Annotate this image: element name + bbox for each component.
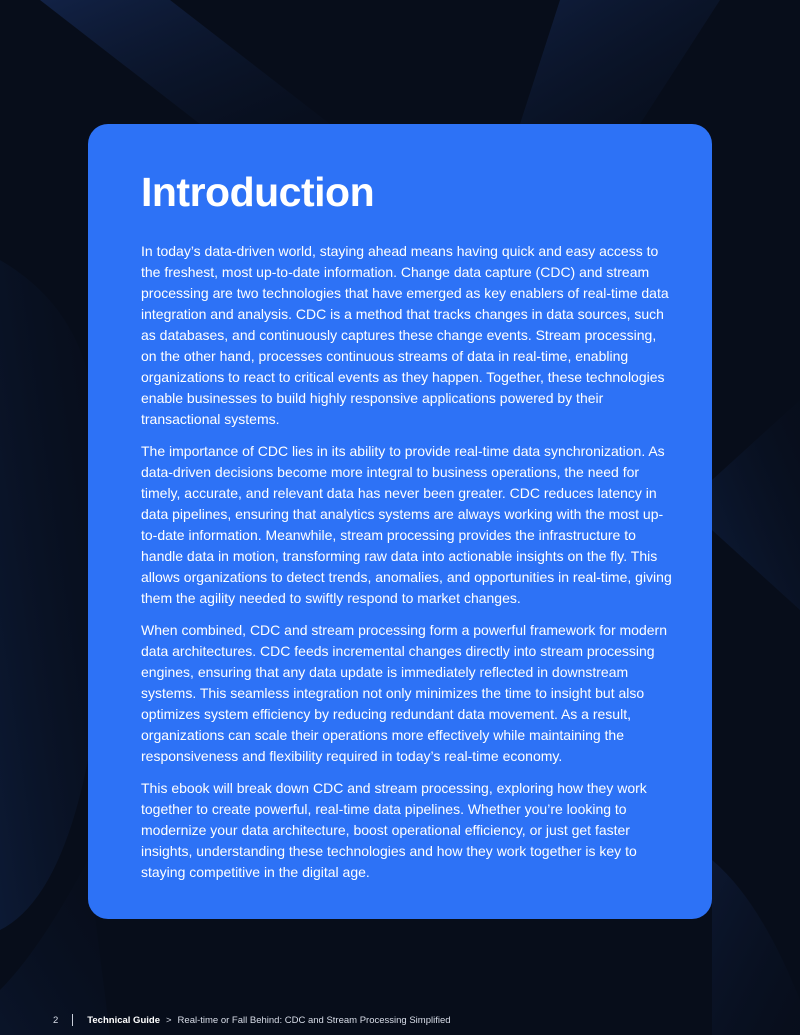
intro-card [88,124,712,919]
document-title: Real-time or Fall Behind: CDC and Stream Processing Simplified [177,1014,451,1026]
page-number: 2 [53,1014,59,1026]
paragraph-4: This ebook will break down CDC and stream processing, exploring how they work together to create powerful, real-time data pipelines. Whether you’re looking to modernize your data architecture, boost operational efficiency, or just get faster insights, understanding these technologies and how they work together is key to staying competitive in the digital age. [141,780,647,880]
page-title: Introduction [141,169,375,215]
paragraph-1: In today’s data-driven world, staying ahead means having quick and easy access to the freshest, most up-to-date information. Change data capture (CDC) and stream processing are two technologies that have emerged as key enablers of real-time data integration and analysis. CDC is a method that tracks changes in data sources, such as databases, and continuously captures these change events. Stream processing, on the other hand, processes continuous streams of data in real-time, enabling organizations to react to critical events as they happen. Together, these technologies enable businesses to build highly responsive applications powered by their transactional systems. [141,243,669,427]
breadcrumb-separator: > [165,1014,172,1026]
guide-label: Technical Guide [87,1014,160,1026]
paragraph-3: When combined, CDC and stream processing form a powerful framework for modern data architectures. CDC feeds incremental changes directly into stream processing engines, ensuring that any data update is immediately reflected in downstream systems. This seamless integration not only minimizes the time to insight but also optimizes system efficiency by reducing redundant data movement. As a result, organizations can scale their operations more effectively while maintaining the responsiveness and flexibility required in today’s real-time economy. [141,622,667,764]
page-footer [53,1013,451,1027]
paragraph-2: The importance of CDC lies in its ability to provide real-time data synchronization. As data-driven decisions become more integral to business operations, the need for timely, accurate, and relevant data has never been greater. CDC reduces latency in data pipelines, ensuring that analytics systems are always working with the most up-to-date information. Meanwhile, stream processing provides the infrastructure to handle data in motion, transforming raw data into actionable insights on the fly. This allows organizations to detect trends, anomalies, and opportunities in real-time, giving them the agility needed to swiftly respond to market changes. [141,443,672,606]
footer-divider [72,1014,73,1026]
body-text [141,241,672,883]
